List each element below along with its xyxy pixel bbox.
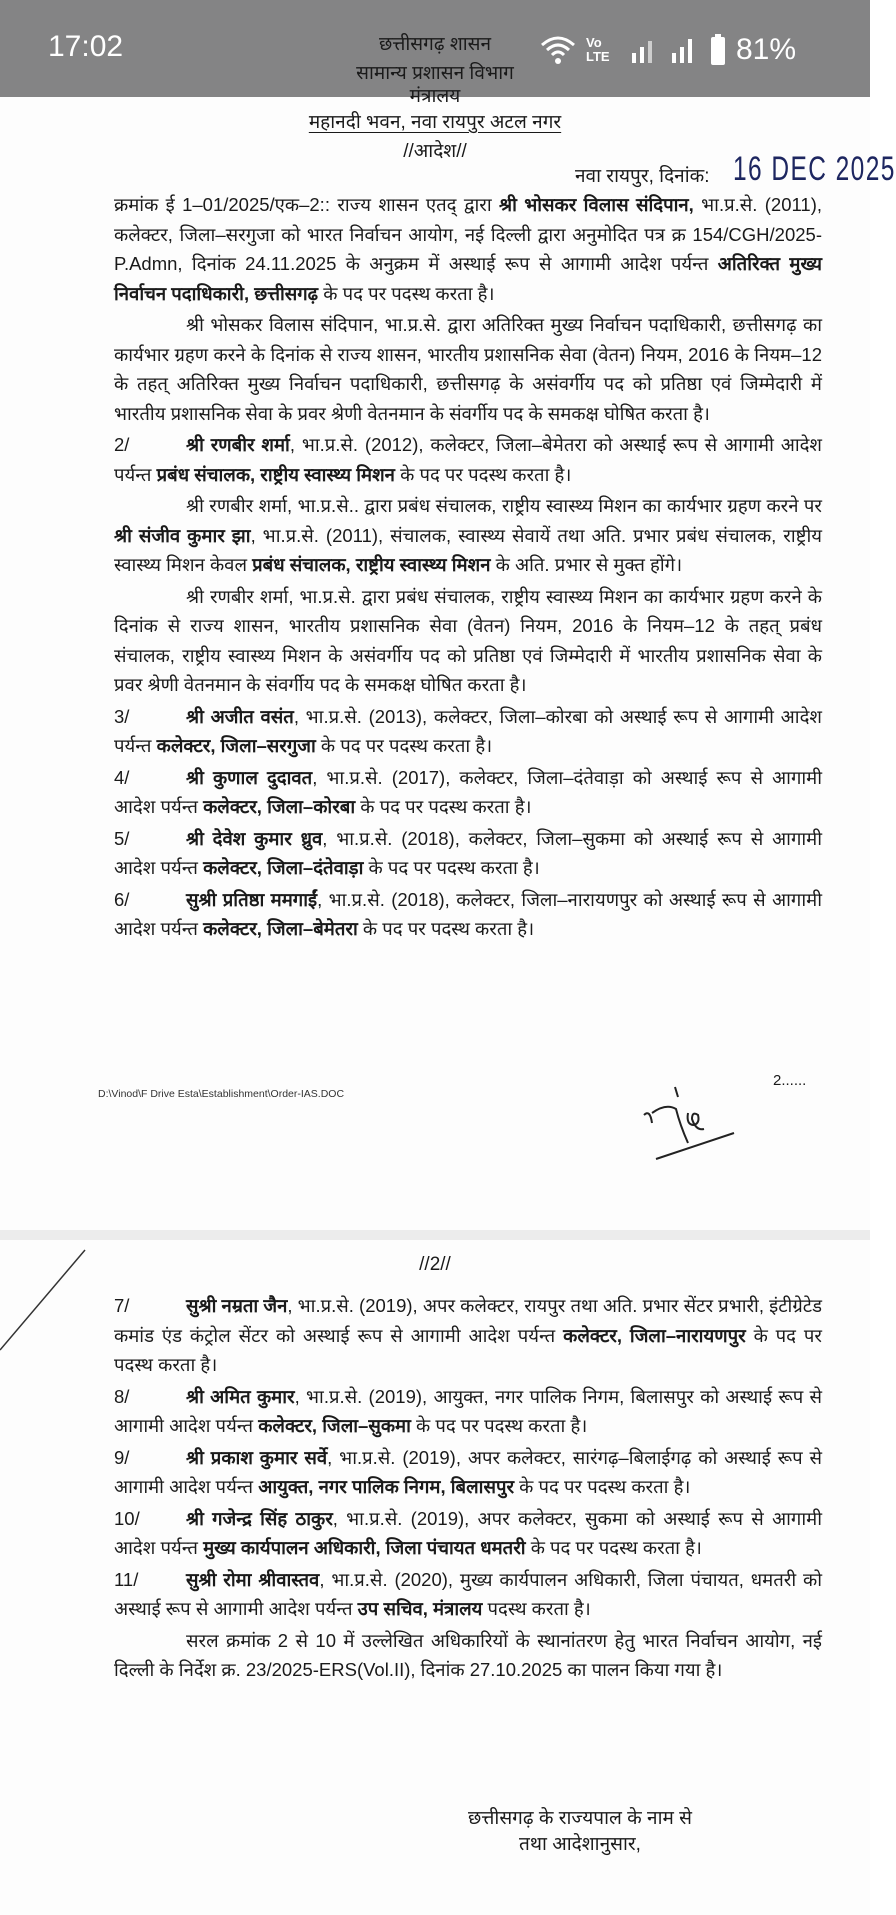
paragraph-text: के पद पर पदस्थ करता है। (410, 1415, 588, 1436)
paragraph-text: , भा.प्र.से. (2019), अपर कलेक्टर, रायपुर तथा अति. प्रभार सेंटर प्रभारी, इंटीग्रेटेड कमांड एंड कंट्रोल सेंटर को अस्थाई रूप से आगामी आदेश पर्यन्त (114, 1295, 822, 1346)
bold-text: कलेक्टर, जिला–कोरबा (203, 796, 356, 817)
paragraph-text: , भा.प्र.से. (2018), कलेक्टर, जिला–सुकमा को अस्थाई रूप से आगामी आदेश पर्यन्त (114, 827, 823, 878)
item-number: 6/ (114, 888, 130, 910)
order-paragraph (114, 1291, 822, 1380)
order-paragraph (114, 1443, 822, 1502)
bold-text: सुश्री नम्रता जैन (186, 1295, 288, 1316)
bold-text: श्री प्रकाश कुमार सर्वे (186, 1446, 328, 1468)
order-paragraph (114, 1382, 822, 1441)
bold-text: श्री अजीत वसंत (186, 705, 294, 727)
clock: 17:02 (48, 30, 124, 63)
order-paragraph (114, 190, 822, 308)
bold-text: कलेक्टर, जिला–सरगुजा (156, 735, 316, 756)
paragraph-text: , भा.प्र.से. (2020), मुख्य कार्यपालन अधिकारी, जिला पंचायत, धमतरी को अस्थाई रूप से आगामी आदेश पर्यन्त (114, 1568, 822, 1619)
order-paragraph (114, 824, 822, 883)
battery-percent: 81% (736, 33, 797, 66)
order-paragraph (114, 1504, 822, 1563)
paragraph-text: के पद पर पदस्थ करता है। (525, 1537, 702, 1558)
paragraph-text: के पद पर पदस्थ करता है। (514, 1476, 691, 1497)
order-body (114, 190, 822, 946)
bold-text: श्री गजेन्द्र सिंह ठाकुर (186, 1507, 333, 1529)
network-type-label: Vo LTE (586, 35, 610, 64)
date-label: नवा रायपुर, दिनांक: (575, 166, 710, 187)
order-paragraph (114, 491, 822, 580)
bold-text: सुश्री रोमा श्रीवास्तव (186, 1568, 320, 1590)
paragraph-text: , भा.प्र.से. (2019), आयुक्त, नगर पालिक निगम, बिलासपुर को अस्थाई रूप से आगामी आदेश पर्यन्त (114, 1385, 822, 1436)
paragraph-text: श्री भोसकर विलास संदिपान, भा.प्र.से. द्वारा अतिरिक्त मुख्य निर्वाचन पदाधिकारी, छत्तीसगढ़ का कार्यभार ग्रहण करने के दिनांक से राज्य शासन, भारतीय प्रशासनिक सेवा (वेतन) नियम, 2016 के नियम–12 के तहत् अतिरिक्त मुख्य निर्वाचन पदाधिकारी, छत्तीसगढ़ के असंवर्गीय पद को प्रतिष्ठा एवं जिम्मेदारी में भारतीय प्रशासनिक सेवा के प्रवर श्रेणी वेतनमान के संवर्गीय पद के समकक्ष घोषित करता है। (114, 314, 822, 424)
paragraph-text: , भा.प्र.से. (2012), कलेक्टर, जिला–बेमेतरा को अस्थाई रूप से आगामी आदेश पर्यन्त (114, 434, 823, 485)
order-body-continued (114, 1291, 822, 1687)
paragraph-text: के अति. प्रभार से मुक्त होंगे। (490, 554, 683, 575)
paragraph-text: पदस्थ करता है। (482, 1598, 591, 1619)
paragraph-text: , भा.प्र.से. (2019), अपर कलेक्टर, सारंगढ़–बिलाईगढ़ को अस्थाई रूप से आगामी आदेश पर्यन्त (114, 1446, 822, 1497)
bold-text: अतिरिक्त मुख्य निर्वाचन पदाधिकारी, छत्तीसगढ़ (114, 253, 822, 304)
paragraph-text: के पद पर पदस्थ करता है। (357, 918, 535, 939)
paragraph-text: श्री रणबीर शर्मा, भा.प्र.से.. द्वारा प्रबंध संचालक, राष्ट्रीय स्वास्थ्य मिशन का कार्यभार ग्रहण करने पर (186, 495, 822, 516)
bold-text: श्री कुणाल दुदावत (186, 766, 313, 788)
address-text: महानदी भवन, नवा रायपुर अटल नगर (308, 112, 562, 133)
item-number: 7/ (114, 1295, 130, 1316)
page-separator (0, 1230, 870, 1240)
bold-text: कलेक्टर, जिला–दंतेवाड़ा (203, 857, 364, 878)
paragraph-text: के पद पर पदस्थ करता है। (114, 1324, 822, 1375)
item-number: 4/ (114, 766, 130, 788)
next-page-marker: 2...... (773, 1072, 807, 1089)
item-number: 11/ (114, 1568, 139, 1590)
item-number: 2/ (114, 434, 130, 455)
item-number: 8/ (114, 1385, 130, 1407)
paragraph-text: के पद पर पदस्थ करता है। (315, 735, 493, 756)
bold-text: कलेक्टर, जिला–नारायणपुर (563, 1324, 746, 1346)
paragraph-text: के पद पर पदस्थ करता है। (318, 282, 495, 304)
paragraph-text: , भा.प्र.से. (2017), कलेक्टर, जिला–दंतेवाड़ा को अस्थाई रूप से आगामी आदेश पर्यन्त (114, 766, 822, 817)
status-bar (0, 0, 870, 97)
paragraph-text: के पद पर पदस्थ करता है। (394, 463, 572, 485)
bold-text: उप सचिव, मंत्रालय (357, 1598, 483, 1619)
bold-text: श्री देवेश कुमार ध्रुव (186, 827, 323, 849)
bold-text: मुख्य कार्यपालन अधिकारी, जिला पंचायत धमतरी (203, 1537, 526, 1558)
wifi-icon (540, 35, 576, 65)
order-paragraph (114, 430, 822, 489)
paragraph-text: के पद पर पदस्थ करता है। (355, 796, 532, 817)
paragraph-text: भा.प्र.से. (2011), कलेक्टर, जिला–सरगुजा को भारत निर्वाचन आयोग, नई दिल्ली द्वारा अनुमोदित पत्र क्र 154/CGH/2025-P.Admn, दिनांक 24.11.2025 के अनुक्रम में अस्थाई रूप से आगामी आदेश पर्यन्त (114, 194, 823, 274)
paragraph-text: , भा.प्र.से. (2013), कलेक्टर, जिला–कोरबा को अस्थाई रूप से आगामी आदेश पर्यन्त (114, 705, 822, 756)
file-path: D:\Vinod\F Drive Esta\Establishment\Order-IAS.DOC (98, 1088, 345, 1100)
office-name: मंत्रालय (409, 86, 461, 107)
order-paragraph (114, 1626, 822, 1685)
bold-text: श्री संजीव कुमार झा (114, 524, 251, 546)
bold-text: प्रबंध संचालक, राष्ट्रीय स्वास्थ्य मिशन (156, 463, 395, 485)
paragraph-text: क्रमांक ई 1–01/2025/एक–2:: राज्य शासन एतद् द्वारा (114, 194, 499, 215)
item-number: 5/ (114, 827, 130, 849)
paragraph-text: , भा.प्र.से. (2011), संचालक, स्वास्थ्य सेवायें तथा अति. प्रभार प्रबंध संचालक, राष्ट्रीय स्वास्थ्य मिशन केवल (114, 524, 822, 575)
battery-icon (710, 34, 726, 66)
bold-text: सुश्री प्रतिष्ठा ममगाईं (186, 888, 318, 910)
bold-text: आयुक्त, नगर पालिक निगम, बिलासपुर (258, 1476, 515, 1497)
signature-icon (640, 1085, 750, 1165)
paragraph-text: , भा.प्र.से. (2018), कलेक्टर, जिला–नारायणपुर को अस्थाई रूप से आगामी आदेश पर्यन्त (114, 888, 822, 939)
bold-text: प्रबंध संचालक, राष्ट्रीय स्वास्थ्य मिशन (252, 554, 491, 575)
order-title: //आदेश// (403, 141, 467, 162)
signoff-line-1: छत्तीसगढ़ के राज्यपाल के नाम से (467, 1808, 693, 1829)
signal-icon-2 (670, 35, 700, 65)
order-paragraph (114, 1565, 822, 1624)
order-paragraph (114, 310, 822, 428)
bold-text: कलेक्टर, जिला–बेमेतरा (203, 918, 358, 939)
paragraph-text: , भा.प्र.से. (2019), अपर कलेक्टर, सुकमा को अस्थाई रूप से आगामी आदेश पर्यन्त (114, 1507, 822, 1558)
paragraph-text: सरल क्रमांक 2 से 10 में उल्लेखित अधिकारियों के स्थानांतरण हेतु भारत निर्वाचन आयोग, नई दिल्ली के निर्देश क्र. 23/2025-ERS(Vol.II), दिनांक 27.10.2025 का पालन किया गया है। (114, 1629, 822, 1680)
item-number: 9/ (114, 1446, 130, 1468)
page-marker: //2// (419, 1254, 451, 1275)
bold-text: कलेक्टर, जिला–सुकमा (258, 1415, 411, 1436)
government-name: छत्तीसगढ़ शासन (378, 34, 492, 55)
document-page-2 (0, 1240, 870, 1915)
bold-text: श्री भोसकर विलास संदिपान, (498, 194, 694, 215)
paragraph-text: के पद पर पदस्थ करता है। (363, 857, 540, 878)
status-icons (540, 33, 796, 67)
department-name: सामान्य प्रशासन विभाग (356, 63, 514, 84)
date-stamp: 16 DEC 2025 (733, 150, 896, 188)
bold-text: श्री अमित कुमार (186, 1385, 295, 1407)
item-number: 3/ (114, 705, 130, 727)
bold-text: श्री रणबीर शर्मा (186, 434, 290, 455)
order-paragraph (114, 702, 822, 761)
paragraph-text: श्री रणबीर शर्मा, भा.प्र.से. द्वारा प्रबंध संचालक, राष्ट्रीय स्वास्थ्य मिशन का कार्यभार ग्रहण करने के दिनांक से राज्य शासन, भारतीय प्रशासनिक सेवा (वेतन) नियम, 2016 के नियम–12 के तहत् प्रबंध संचालक, राष्ट्रीय स्वास्थ्य मिशन के असंवर्गीय पद को प्रतिष्ठा एवं जिम्मेदारी में भारतीय प्रशासनिक सेवा के प्रवर श्रेणी वेतनमान के संवर्गीय पद के समकक्ष घोषित करता है। (114, 585, 822, 695)
order-paragraph (114, 763, 822, 822)
order-paragraph (114, 582, 822, 700)
order-paragraph (114, 885, 822, 944)
signal-icon (630, 35, 660, 65)
address-line (0, 108, 870, 134)
item-number: 10/ (114, 1507, 140, 1529)
signoff-line-2: तथा आदेशानुसार, (519, 1834, 641, 1855)
